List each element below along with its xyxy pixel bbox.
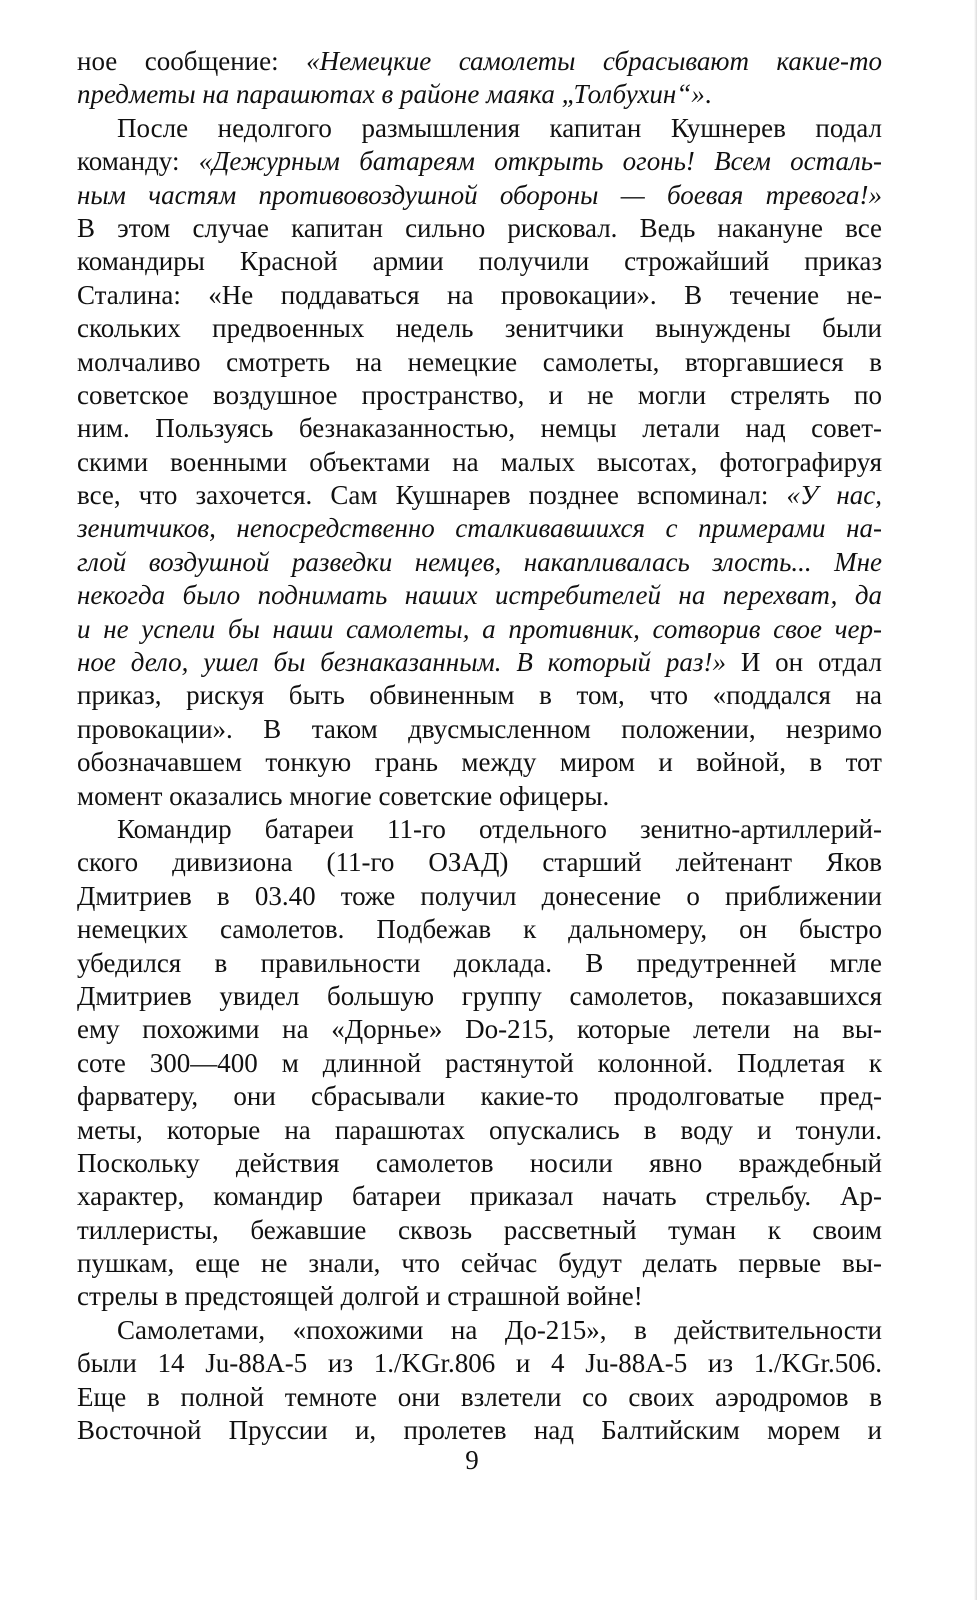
text-run: молчаливо смотреть на немецкие самолеты, вторгавшиеся в — [77, 346, 882, 377]
text-run: . — [704, 79, 712, 110]
text-run: провокации». В таком двусмысленном положении, незримо — [77, 713, 882, 744]
text-line — [77, 579, 882, 612]
text-line — [77, 1314, 882, 1347]
text-line — [77, 613, 882, 646]
paragraph — [77, 1314, 882, 1448]
italic-quote-text: глой воздушной разведки немцев, накапливалась злость... Мне — [77, 546, 882, 577]
text-run: Дмитриев в 03.40 тоже получил донесение о приближении — [77, 880, 882, 911]
text-run: все, что захочется. Сам Кушнарев позднее вспоминал: — [77, 480, 787, 511]
text-line — [77, 880, 882, 913]
text-line — [77, 947, 882, 980]
text-run: скими военными объектами на малых высотах, фотографируя — [77, 446, 882, 477]
text-line — [77, 112, 882, 145]
text-line — [77, 312, 882, 345]
italic-quote-text: и не успели бы наши самолеты, а противник, сотворив свое чер- — [77, 613, 882, 644]
italic-quote-text: «Дежурным батареям открыть огонь! Всем осталь- — [198, 146, 882, 177]
text-run: Дмитриев увидел большую группу самолетов, показавшихся — [77, 980, 882, 1011]
text-line — [77, 780, 882, 813]
paragraph — [77, 45, 882, 112]
text-line — [77, 179, 882, 212]
text-line — [77, 1047, 882, 1080]
italic-quote-text: «У нас, — [786, 480, 882, 511]
text-line — [77, 379, 882, 412]
text-line — [77, 479, 882, 512]
text-line — [77, 980, 882, 1013]
page-body — [77, 45, 882, 1447]
text-line — [77, 145, 882, 178]
text-run: меты, которые на парашютах опускались в воду и тонули. — [77, 1114, 882, 1145]
text-line — [77, 346, 882, 379]
text-run: приказ, рискуя быть обвиненным в том, что «поддался на — [77, 680, 882, 711]
text-line — [77, 679, 882, 712]
text-line — [77, 713, 882, 746]
text-run: характер, командир батареи приказал начать стрельбу. Ар- — [77, 1181, 882, 1212]
italic-quote-text: зенитчиков, непосредственно сталкивавшихся с примерами на- — [77, 513, 882, 544]
text-run: Сталина: «Не поддаваться на провокации». В течение не- — [77, 279, 882, 310]
text-run: ского дивизиона (11-го ОЗАД) старший лейтенант Яков — [77, 847, 882, 878]
text-line — [77, 646, 882, 679]
text-run: немецких самолетов. Подбежав к дальномеру, он быстро — [77, 914, 882, 945]
text-line — [77, 45, 882, 78]
text-line — [77, 746, 882, 779]
text-run: команду: — [77, 146, 199, 177]
italic-quote-text: ное дело, ушел бы безнаказанным. В который раз!» — [77, 647, 726, 678]
text-run: убедился в правильности доклада. В предутренней мгле — [77, 947, 882, 978]
italic-quote-text: «Немецкие самолеты сбрасывают какие-то — [306, 46, 882, 76]
text-run: ним. Пользуясь безнаказанностью, немцы летали над совет- — [77, 413, 882, 444]
text-line — [77, 212, 882, 245]
text-line — [77, 1381, 882, 1414]
paragraph — [77, 112, 882, 813]
text-line — [77, 512, 882, 545]
italic-quote-text: некогда было поднимать наших истребителей на перехват, да — [77, 580, 882, 611]
text-line — [77, 1347, 882, 1380]
italic-quote-text: ным частям противовоздушной обороны — боевая тревога!» — [77, 179, 882, 210]
text-line — [77, 245, 882, 278]
text-line — [77, 1247, 882, 1280]
text-line — [77, 913, 882, 946]
text-run: В этом случае капитан сильно рисковал. Ведь накануне все — [77, 212, 882, 243]
text-run: были 14 Ju-88A-5 из 1./KGr.806 и 4 Ju-88A-5 из 1./KGr.506. — [77, 1348, 882, 1379]
text-line — [77, 1214, 882, 1247]
text-line — [77, 78, 882, 111]
text-run: После недолгого размышления капитан Кушнерев подал — [117, 112, 882, 143]
text-run: пушкам, еще не знали, что сейчас будут делать первые вы- — [77, 1248, 882, 1279]
text-run: Восточной Пруссии и, пролетев над Балтийским морем и — [77, 1415, 882, 1446]
text-line — [77, 1280, 882, 1313]
text-line — [77, 1114, 882, 1147]
text-run: соте 300—400 м длинной растянутой колонной. Подлетая к — [77, 1047, 882, 1078]
text-run: тиллеристы, бежавшие сквозь рассветный туман к своим — [77, 1214, 882, 1245]
italic-quote-text: предметы на парашютах в районе маяка „Толбухин“» — [77, 79, 705, 110]
text-run: И он отдал — [725, 647, 882, 678]
text-line — [77, 813, 882, 846]
text-run: советское воздушное пространство, и не могли стрелять по — [77, 379, 882, 410]
text-line — [77, 1013, 882, 1046]
text-line — [77, 1180, 882, 1213]
text-run: командиры Красной армии получили строжайший приказ — [77, 246, 882, 277]
text-run: Самолетами, «похожими на До-215», в действительности — [117, 1314, 882, 1345]
page-number: 9 — [465, 1445, 479, 1475]
text-line — [77, 1414, 882, 1447]
paragraph — [77, 813, 882, 1314]
text-run: фарватеру, они сбрасывали какие-то продолговатые пред- — [77, 1081, 882, 1112]
text-run: обозначавшем тонкую грань между миром и войной, в тот — [77, 747, 882, 778]
text-run: скольких предвоенных недель зенитчики вынуждены были — [77, 313, 882, 344]
text-line — [77, 1147, 882, 1180]
text-line — [77, 1080, 882, 1113]
text-run: момент оказались многие советские офицеры. — [77, 780, 610, 811]
text-line — [77, 279, 882, 312]
text-line — [77, 446, 882, 479]
text-run: Командир батареи 11-го отдельного зенитно-артиллерий- — [117, 813, 882, 844]
text-run: Еще в полной темноте они взлетели со своих аэродромов в — [77, 1381, 882, 1412]
text-run: Поскольку действия самолетов носили явно враждебный — [77, 1147, 882, 1178]
text-line — [77, 412, 882, 445]
text-run: ное сообщение: — [77, 46, 307, 76]
text-line — [77, 546, 882, 579]
text-run: стрелы в предстоящей долгой и страшной войне! — [77, 1281, 643, 1312]
text-run: ему похожими на «Дорнье» Do-215, которые летели на вы- — [77, 1014, 882, 1045]
text-line — [77, 846, 882, 879]
